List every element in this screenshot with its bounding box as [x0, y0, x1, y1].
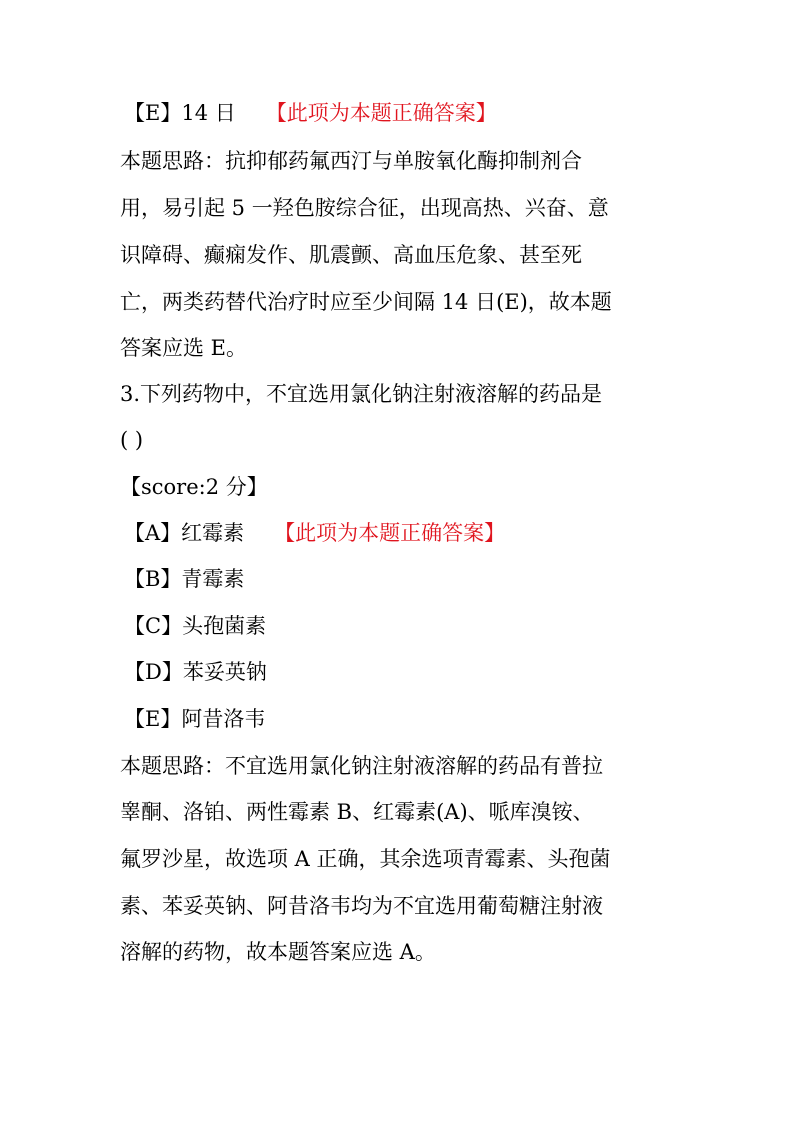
q2-explanation-line-2: 用，易引起 5 一羟色胺综合征，出现高热、兴奋、意 [120, 196, 609, 220]
q3-score: 【score:2 分】 [120, 475, 268, 499]
q3-option-a [124, 521, 505, 545]
q3-option-a-label: 【A】红霉素 [124, 521, 245, 545]
q2-option-e [124, 101, 497, 125]
q3-explanation-line-3: 氟罗沙星，故选项 A 正确，其余选项青霉素、头孢菌 [120, 847, 611, 871]
q3-correct-answer-tag: 【此项为本题正确答案】 [274, 521, 506, 545]
q3-option-e: 【E】阿昔洛韦 [124, 707, 266, 731]
q3-explanation-line-5: 溶解的药物，故本题答案应选 A。 [120, 940, 436, 964]
q3-option-d: 【D】苯妥英钠 [124, 660, 267, 684]
q2-explanation-line-3: 识障碍、癫痫发作、肌震颤、高血压危象、甚至死 [120, 243, 582, 267]
q3-question-line-1: 3.下列药物中，不宜选用氯化钠注射液溶解的药品是 [120, 382, 603, 406]
q3-question-line-2: ( ) [120, 428, 144, 452]
q3-option-b: 【B】青霉素 [124, 567, 245, 591]
q2-explanation-line-5: 答案应选 E。 [120, 336, 248, 360]
q2-explanation-line-4: 亡，两类药替代治疗时应至少间隔 14 日(E)，故本题 [120, 290, 612, 314]
q2-correct-answer-tag: 【此项为本题正确答案】 [265, 101, 497, 125]
q2-option-e-label: 【E】14 日 [124, 101, 236, 125]
q3-explanation-line-2: 睾酮、洛铂、两性霉素 B、红霉素(A)、哌库溴铵、 [120, 800, 594, 824]
q3-explanation-line-4: 素、苯妥英钠、阿昔洛韦均为不宜选用葡萄糖注射液 [120, 894, 603, 918]
q2-explanation-line-1: 本题思路：抗抑郁药氟西汀与单胺氧化酶抑制剂合 [120, 149, 582, 173]
q3-option-c: 【C】头孢菌素 [124, 614, 267, 638]
q3-explanation-line-1: 本题思路：不宜选用氯化钠注射液溶解的药品有普拉 [120, 754, 603, 778]
